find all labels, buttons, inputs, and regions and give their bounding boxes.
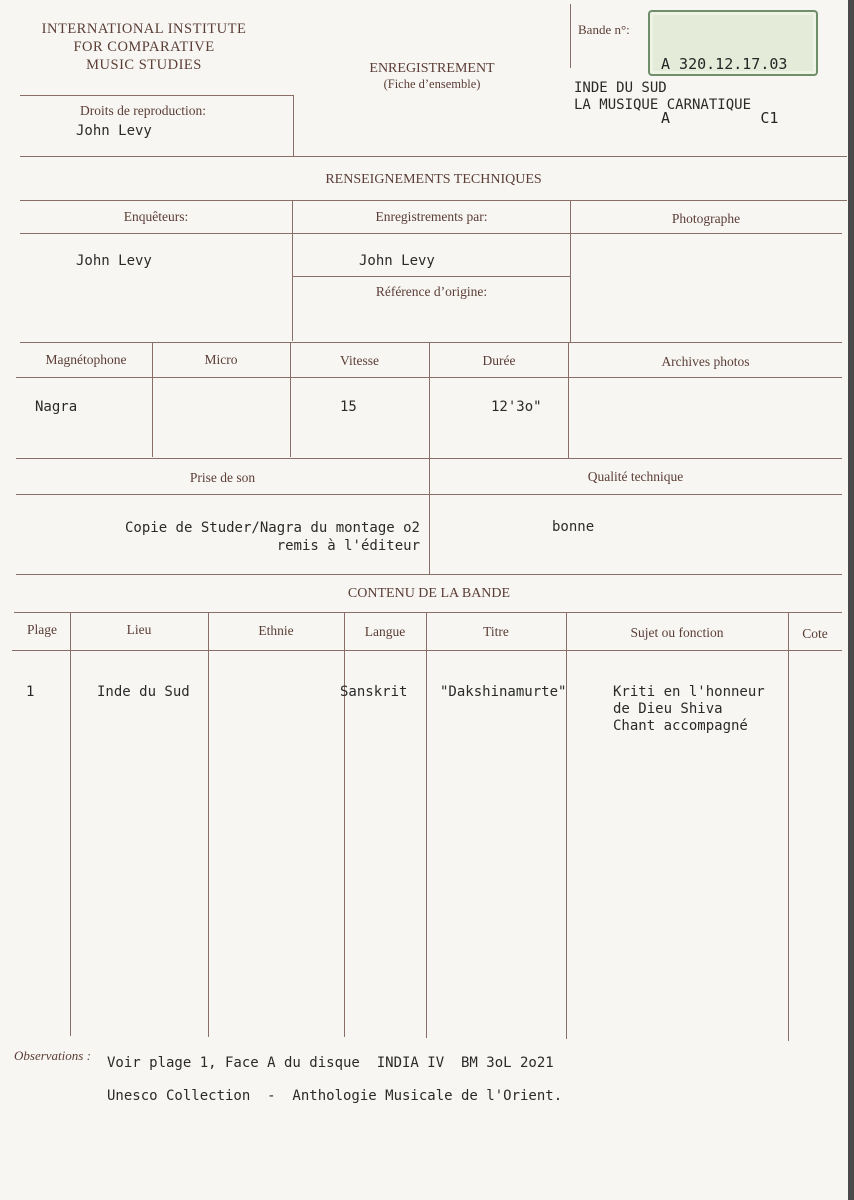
prise-divider <box>429 459 430 575</box>
reference-label: Référence d’origine: <box>375 284 488 299</box>
institute-line-1: INTERNATIONAL INSTITUTE <box>41 21 247 37</box>
content-divider-3 <box>344 613 345 1037</box>
content-section-title: CONTENU DE LA BANDE <box>347 586 511 601</box>
bande-label: Bande n°: <box>578 22 630 37</box>
observations-line-2: Unesco Collection - Anthologie Musicale de l'Orient. <box>107 1088 563 1104</box>
observations-label: Observations : <box>14 1048 91 1063</box>
row-lieu: Inde du Sud <box>97 684 190 700</box>
prise-value-line-1: Copie de Studer/Nagra du montage o2 <box>124 520 420 536</box>
prise-header-line <box>16 494 842 495</box>
prise-value-line-2: remis à l'éditeur <box>276 538 420 554</box>
row-sujet-line-2: de Dieu Shiva <box>613 701 723 717</box>
bande-number-line-1: A 320.12.17.03 <box>661 55 788 73</box>
technical-section-title: RENSEIGNEMENTS TECHNIQUES <box>325 172 542 187</box>
content-divider-2 <box>208 613 209 1037</box>
col-plage: Plage <box>27 622 57 637</box>
magnetophone-value: Nagra <box>35 399 78 415</box>
subject-title <box>574 80 751 114</box>
bande-number-line-2: A C1 <box>661 109 779 127</box>
micro-label: Micro <box>204 352 238 367</box>
institute-line-3: MUSIC STUDIES <box>86 57 202 73</box>
equipment-divider-4 <box>568 343 569 459</box>
row-sujet <box>613 684 765 735</box>
institute-name <box>18 20 270 74</box>
photographe-label: Photographe <box>671 211 741 226</box>
row-sujet-line-1: Kriti en l'honneur <box>613 684 765 700</box>
rights-value: John Levy <box>76 123 152 139</box>
row-langue: Sanskrit <box>340 684 408 700</box>
content-divider-6 <box>788 613 789 1041</box>
bande-box-left-border <box>570 4 571 68</box>
col-sujet: Sujet ou fonction <box>630 625 724 640</box>
equipment-divider-1 <box>152 343 153 457</box>
col-langue: Langue <box>364 624 406 639</box>
prise-label: Prise de son <box>189 470 256 485</box>
duree-label: Durée <box>482 353 516 368</box>
magnetophone-label: Magnétophone <box>45 352 127 367</box>
content-header-line <box>12 650 842 651</box>
duree-value: 12'3o" <box>491 399 542 415</box>
equipment-top-line <box>20 342 842 343</box>
content-title-line <box>14 612 842 613</box>
enqueteurs-label: Enquêteurs: <box>123 209 189 224</box>
prise-value <box>20 519 420 555</box>
subject-line-2: LA MUSIQUE CARNATIQUE <box>574 97 752 113</box>
content-divider-4 <box>426 613 427 1038</box>
rights-top-line <box>20 95 293 96</box>
enregistrements-label: Enregistrements par: <box>375 209 488 224</box>
document-title <box>336 61 528 92</box>
equipment-divider-3 <box>429 343 430 458</box>
row-sujet-line-3: Chant accompagné <box>613 718 748 734</box>
content-divider-5 <box>566 613 567 1039</box>
technical-divider-1 <box>292 201 293 341</box>
enqueteurs-value: John Levy <box>76 253 152 269</box>
content-divider-1 <box>70 613 71 1036</box>
institute-line-2: FOR COMPARATIVE <box>73 39 215 55</box>
row-titre: "Dakshinamurte" <box>440 684 567 700</box>
document-title-text: ENREGISTREMENT <box>369 61 495 76</box>
header-bottom-line <box>20 156 847 157</box>
vitesse-label: Vitesse <box>340 353 379 368</box>
technical-divider-2 <box>570 201 571 342</box>
qualite-label: Qualité technique <box>587 469 684 484</box>
row-plage: 1 <box>26 684 35 700</box>
technical-header-line <box>20 233 842 234</box>
observations-line-1: Voir plage 1, Face A du disque INDIA IV BM 3oL 2o21 <box>107 1055 554 1071</box>
reference-line <box>293 276 570 277</box>
rights-label: Droits de reproduction: <box>80 103 206 118</box>
subject-line-1: INDE DU SUD <box>574 80 667 96</box>
archives-label: Archives photos <box>661 354 750 369</box>
col-titre: Titre <box>483 624 509 639</box>
technical-title-line <box>20 200 847 201</box>
equipment-divider-2 <box>290 343 291 457</box>
enregistrements-value: John Levy <box>359 253 435 269</box>
vitesse-value: 15 <box>340 399 357 415</box>
rights-right-line <box>293 95 294 156</box>
page-edge <box>848 0 854 1200</box>
col-cote: Cote <box>802 626 828 641</box>
technical-bottom-line <box>16 574 842 575</box>
col-lieu: Lieu <box>126 622 152 637</box>
col-ethnie: Ethnie <box>258 623 294 638</box>
qualite-value: bonne <box>552 519 595 535</box>
document-subtitle: (Fiche d’ensemble) <box>383 77 481 91</box>
